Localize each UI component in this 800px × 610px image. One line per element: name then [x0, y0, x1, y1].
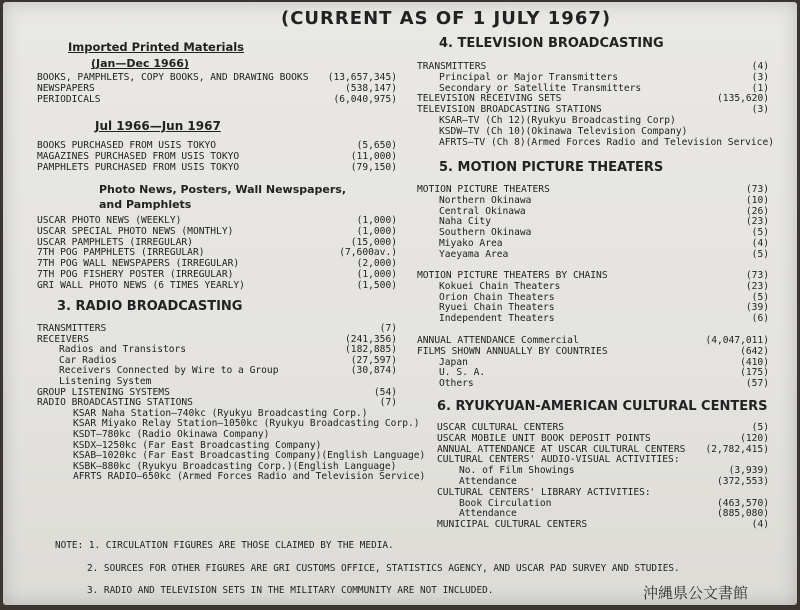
item-value: (410) — [740, 356, 769, 368]
item-label: TRANSMITTERS — [37, 323, 107, 334]
list-item — [417, 250, 769, 261]
item-value: (10) — [745, 194, 769, 206]
list-item — [37, 270, 397, 281]
item-label: BOOKS, PAMPHLETS, COPY BOOKS, AND DRAWING BOOKS — [37, 72, 309, 83]
item-label: Others — [439, 378, 474, 390]
item-value: (27,597) — [350, 354, 397, 366]
item-value: (120) — [740, 432, 769, 444]
item-label: KSDW—TV (Ch 10)(Okinawa Television Company) — [439, 125, 688, 137]
list-item — [37, 377, 397, 388]
item-label: Yaeyama Area — [439, 248, 509, 260]
list-item — [417, 282, 769, 293]
item-label: U. S. A. — [439, 367, 486, 379]
item-value: (26) — [745, 205, 769, 217]
item-value: (5) — [751, 422, 769, 433]
item-label: KSDX—1250kc (Far East Broadcasting Company) — [73, 439, 322, 451]
photo-news-heading-line2: and Pamphlets — [99, 198, 192, 211]
list-item — [437, 520, 769, 531]
list-item — [417, 196, 769, 207]
item-label: BOOKS PURCHASED FROM USIS TOKYO — [37, 140, 217, 151]
list-item — [37, 216, 397, 227]
item-value: (4) — [751, 61, 769, 72]
item-value: (30,874) — [350, 365, 397, 377]
item-label: USCAR CULTURAL CENTERS — [437, 422, 565, 433]
item-label: USCAR MOBILE UNIT BOOK DEPOSIT POINTS — [437, 432, 651, 444]
item-label: CULTURAL CENTERS' LIBRARY ACTIVITIES: — [437, 486, 651, 498]
item-value: (5,650) — [356, 140, 397, 151]
item-label: MUNICIPAL CULTURAL CENTERS — [437, 519, 588, 531]
item-label: Attendance — [459, 476, 517, 487]
item-label: TRANSMITTERS — [417, 61, 487, 72]
list-item — [417, 314, 769, 325]
list-item — [437, 423, 769, 434]
item-label: FILMS SHOWN ANNUALLY BY COUNTRIES — [417, 345, 608, 357]
item-value: (15,000) — [350, 236, 397, 248]
note-3: 3. RADIO AND TELEVISION SETS IN THE MILITARY COMMUNITY ARE NOT INCLUDED. — [87, 585, 494, 596]
item-value: (54) — [373, 386, 397, 398]
item-value: (3) — [751, 104, 769, 116]
item-label: Book Circulation — [459, 497, 552, 509]
item-label: Secondary or Satellite Transmitters — [439, 82, 642, 94]
item-label: KSAR Naha Station—740kc (Ryukyu Broadcasting Corp.) — [73, 407, 368, 419]
list-item — [37, 73, 397, 84]
item-value: (73) — [745, 184, 769, 195]
item-value: (7,600av.) — [339, 247, 397, 259]
item-value: (5) — [751, 291, 769, 303]
item-value: (79,150) — [350, 161, 397, 173]
list-item — [37, 324, 397, 335]
list-item — [37, 430, 397, 441]
note-2: 2. SOURCES FOR OTHER FIGURES ARE GRI CUSTOMS OFFICE, STATISTICS AGENCY, AND USCAR PAD SURVEY AND STUDIES. — [87, 563, 680, 574]
list-item — [417, 73, 769, 84]
document-sheet — [3, 2, 797, 605]
item-value: (4) — [751, 519, 769, 531]
item-label: NEWSPAPERS — [37, 82, 95, 94]
radio-heading: 3. RADIO BROADCASTING — [57, 299, 243, 314]
list-item — [37, 84, 397, 95]
item-value: (182,885) — [345, 344, 397, 356]
item-value: (13,657,345) — [327, 72, 397, 83]
item-label: MOTION PICTURE THEATERS BY CHAINS — [417, 270, 608, 281]
archive-stamp: 沖縄県公文書館 — [643, 584, 749, 602]
item-label: Miyako Area — [439, 238, 503, 249]
item-label: KSAB—1020kc (Far East Broadcasting Company)(English Language) — [73, 450, 426, 462]
item-label: No. of Film Showings — [459, 465, 575, 477]
item-label: PERIODICALS — [37, 93, 101, 105]
item-value: (4) — [751, 238, 769, 249]
item-label: TELEVISION RECEIVING SETS — [417, 93, 562, 105]
list-item — [37, 141, 397, 152]
item-value: (372,553) — [717, 476, 769, 487]
item-value: (11,000) — [350, 150, 397, 162]
item-value: (23) — [745, 216, 769, 228]
item-value: (57) — [745, 378, 769, 390]
item-value: (538,147) — [345, 82, 397, 94]
item-value: (73) — [745, 270, 769, 281]
item-value: (1,000) — [356, 269, 397, 280]
list-item — [417, 379, 769, 390]
item-label: MAGAZINES PURCHASED FROM USIS TOKYO — [37, 150, 240, 162]
item-label: ANNUAL ATTENDANCE Commercial — [417, 335, 579, 346]
list-item — [37, 471, 426, 483]
item-value: (1,000) — [356, 215, 397, 226]
item-label: Orion Chain Theaters — [439, 291, 555, 303]
item-label: Car Radios — [59, 354, 117, 366]
item-label: TELEVISION BROADCASTING STATIONS — [417, 104, 602, 116]
note-1: NOTE: 1. CIRCULATION FIGURES ARE THOSE CLAIMED BY THE MEDIA. — [55, 540, 394, 551]
item-label: Listening System — [59, 376, 152, 387]
item-label: GROUP LISTENING SYSTEMS — [37, 386, 170, 398]
list-item — [37, 163, 397, 174]
item-value: (5) — [751, 248, 769, 260]
list-item — [37, 227, 397, 238]
item-value: (23) — [745, 280, 769, 292]
item-value: (2,782,415) — [705, 443, 769, 455]
item-label: USCAR SPECIAL PHOTO NEWS (MONTHLY) — [37, 225, 234, 237]
item-label: Central Okinawa — [439, 205, 526, 217]
item-value: (3) — [751, 71, 769, 83]
item-label: KSAR—TV (Ch 12)(Ryukyu Broadcasting Corp) — [439, 115, 676, 126]
item-label: Southern Okinawa — [439, 227, 532, 239]
item-label: 7TH POG PAMPHLETS (IRREGULAR) — [37, 247, 205, 259]
item-label: Northern Okinawa — [439, 194, 532, 206]
item-label: Attendance — [459, 508, 517, 520]
item-label: Independent Theaters — [439, 313, 555, 325]
item-label: AFRTS RADIO—650kc (Armed Forces Radio and Television Service) — [73, 471, 426, 483]
item-value: (463,570) — [717, 497, 769, 509]
item-label: RADIO BROADCASTING STATIONS — [37, 397, 193, 409]
item-label: KSAR Miyako Relay Station—1050kc (Ryukyu Broadcasting Corp.) — [73, 418, 420, 430]
item-value: (4,047,011) — [705, 335, 769, 346]
item-label: RECEIVERS — [37, 333, 89, 345]
list-item — [417, 116, 769, 127]
imported-period-1967: Jul 1966—Jun 1967 — [95, 119, 221, 133]
item-label: KSDT—780kc (Radio Okinawa Company) — [73, 429, 270, 440]
item-label: Receivers Connected by Wire to a Group — [59, 365, 279, 377]
item-label: Principal or Major Transmitters — [439, 71, 619, 83]
item-value: (5) — [751, 227, 769, 239]
item-label: CULTURAL CENTERS' AUDIO-VISUAL ACTIVITIES: — [437, 454, 680, 466]
tv-heading: 4. TELEVISION BROADCASTING — [439, 36, 664, 51]
item-value: (2,000) — [356, 258, 397, 270]
item-value: (135,620) — [717, 93, 769, 105]
item-label: Kokuei Chain Theaters — [439, 280, 561, 292]
list-item — [417, 239, 769, 250]
list-item — [37, 152, 397, 163]
item-label: Naha City — [439, 216, 491, 228]
item-label: USCAR PHOTO NEWS (WEEKLY) — [37, 215, 182, 226]
item-label: ANNUAL ATTENDANCE AT USCAR CULTURAL CENTERS — [437, 443, 686, 455]
item-label: USCAR PAMPHLETS (IRREGULAR) — [37, 236, 193, 248]
item-value: (241,356) — [345, 333, 397, 345]
item-label: GRI WALL PHOTO NEWS (6 TIMES YEARLY) — [37, 279, 245, 291]
list-item — [417, 127, 769, 138]
item-label: 7TH POG FISHERY POSTER (IRREGULAR) — [37, 269, 234, 280]
item-label: Japan — [439, 356, 468, 368]
imported-period-1966: (Jan—Dec 1966) — [91, 57, 189, 70]
item-value: (39) — [745, 302, 769, 314]
item-label: MOTION PICTURE THEATERS — [417, 184, 550, 195]
list-item — [417, 336, 769, 347]
item-value: (7) — [379, 323, 397, 334]
item-value: (885,080) — [717, 508, 769, 520]
item-value: (7) — [379, 397, 397, 409]
item-label: 7TH POG WALL NEWSPAPERS (IRREGULAR) — [37, 258, 240, 270]
list-item — [37, 281, 397, 292]
item-value: (1) — [751, 82, 769, 94]
item-value: (1,000) — [356, 225, 397, 237]
list-item — [417, 185, 769, 196]
list-item — [437, 488, 769, 499]
document-title: (CURRENT AS OF 1 JULY 1967) — [281, 8, 612, 29]
list-item — [437, 477, 769, 488]
imported-heading: Imported Printed Materials — [68, 40, 245, 54]
item-value: (175) — [740, 367, 769, 379]
item-value: (642) — [740, 345, 769, 357]
item-label: Radios and Transistors — [59, 344, 187, 356]
item-label: Ryuei Chain Theaters — [439, 302, 555, 314]
list-item — [417, 136, 775, 149]
item-label: PAMPHLETS PURCHASED FROM USIS TOKYO — [37, 161, 240, 173]
item-label: KSBK—880kc (Ryukyu Broadcasting Corp.)(English Language) — [73, 460, 397, 472]
item-label: AFRTS—TV (Ch 8)(Armed Forces Radio and Television Service) — [439, 136, 775, 148]
list-item — [37, 95, 397, 106]
list-item — [437, 434, 769, 445]
list-item — [417, 271, 769, 282]
item-value: (6) — [751, 313, 769, 325]
list-item — [417, 62, 769, 73]
item-value: (3,939) — [728, 465, 769, 477]
motion-heading: 5. MOTION PICTURE THEATERS — [439, 160, 664, 175]
cultural-heading: 6. RYUKYUAN-AMERICAN CULTURAL CENTERS — [437, 399, 768, 414]
list-item — [417, 347, 769, 358]
item-value: (1,500) — [356, 279, 397, 291]
item-value: (6,040,975) — [333, 93, 397, 105]
photo-news-heading-line1: Photo News, Posters, Wall Newspapers, — [99, 183, 347, 196]
